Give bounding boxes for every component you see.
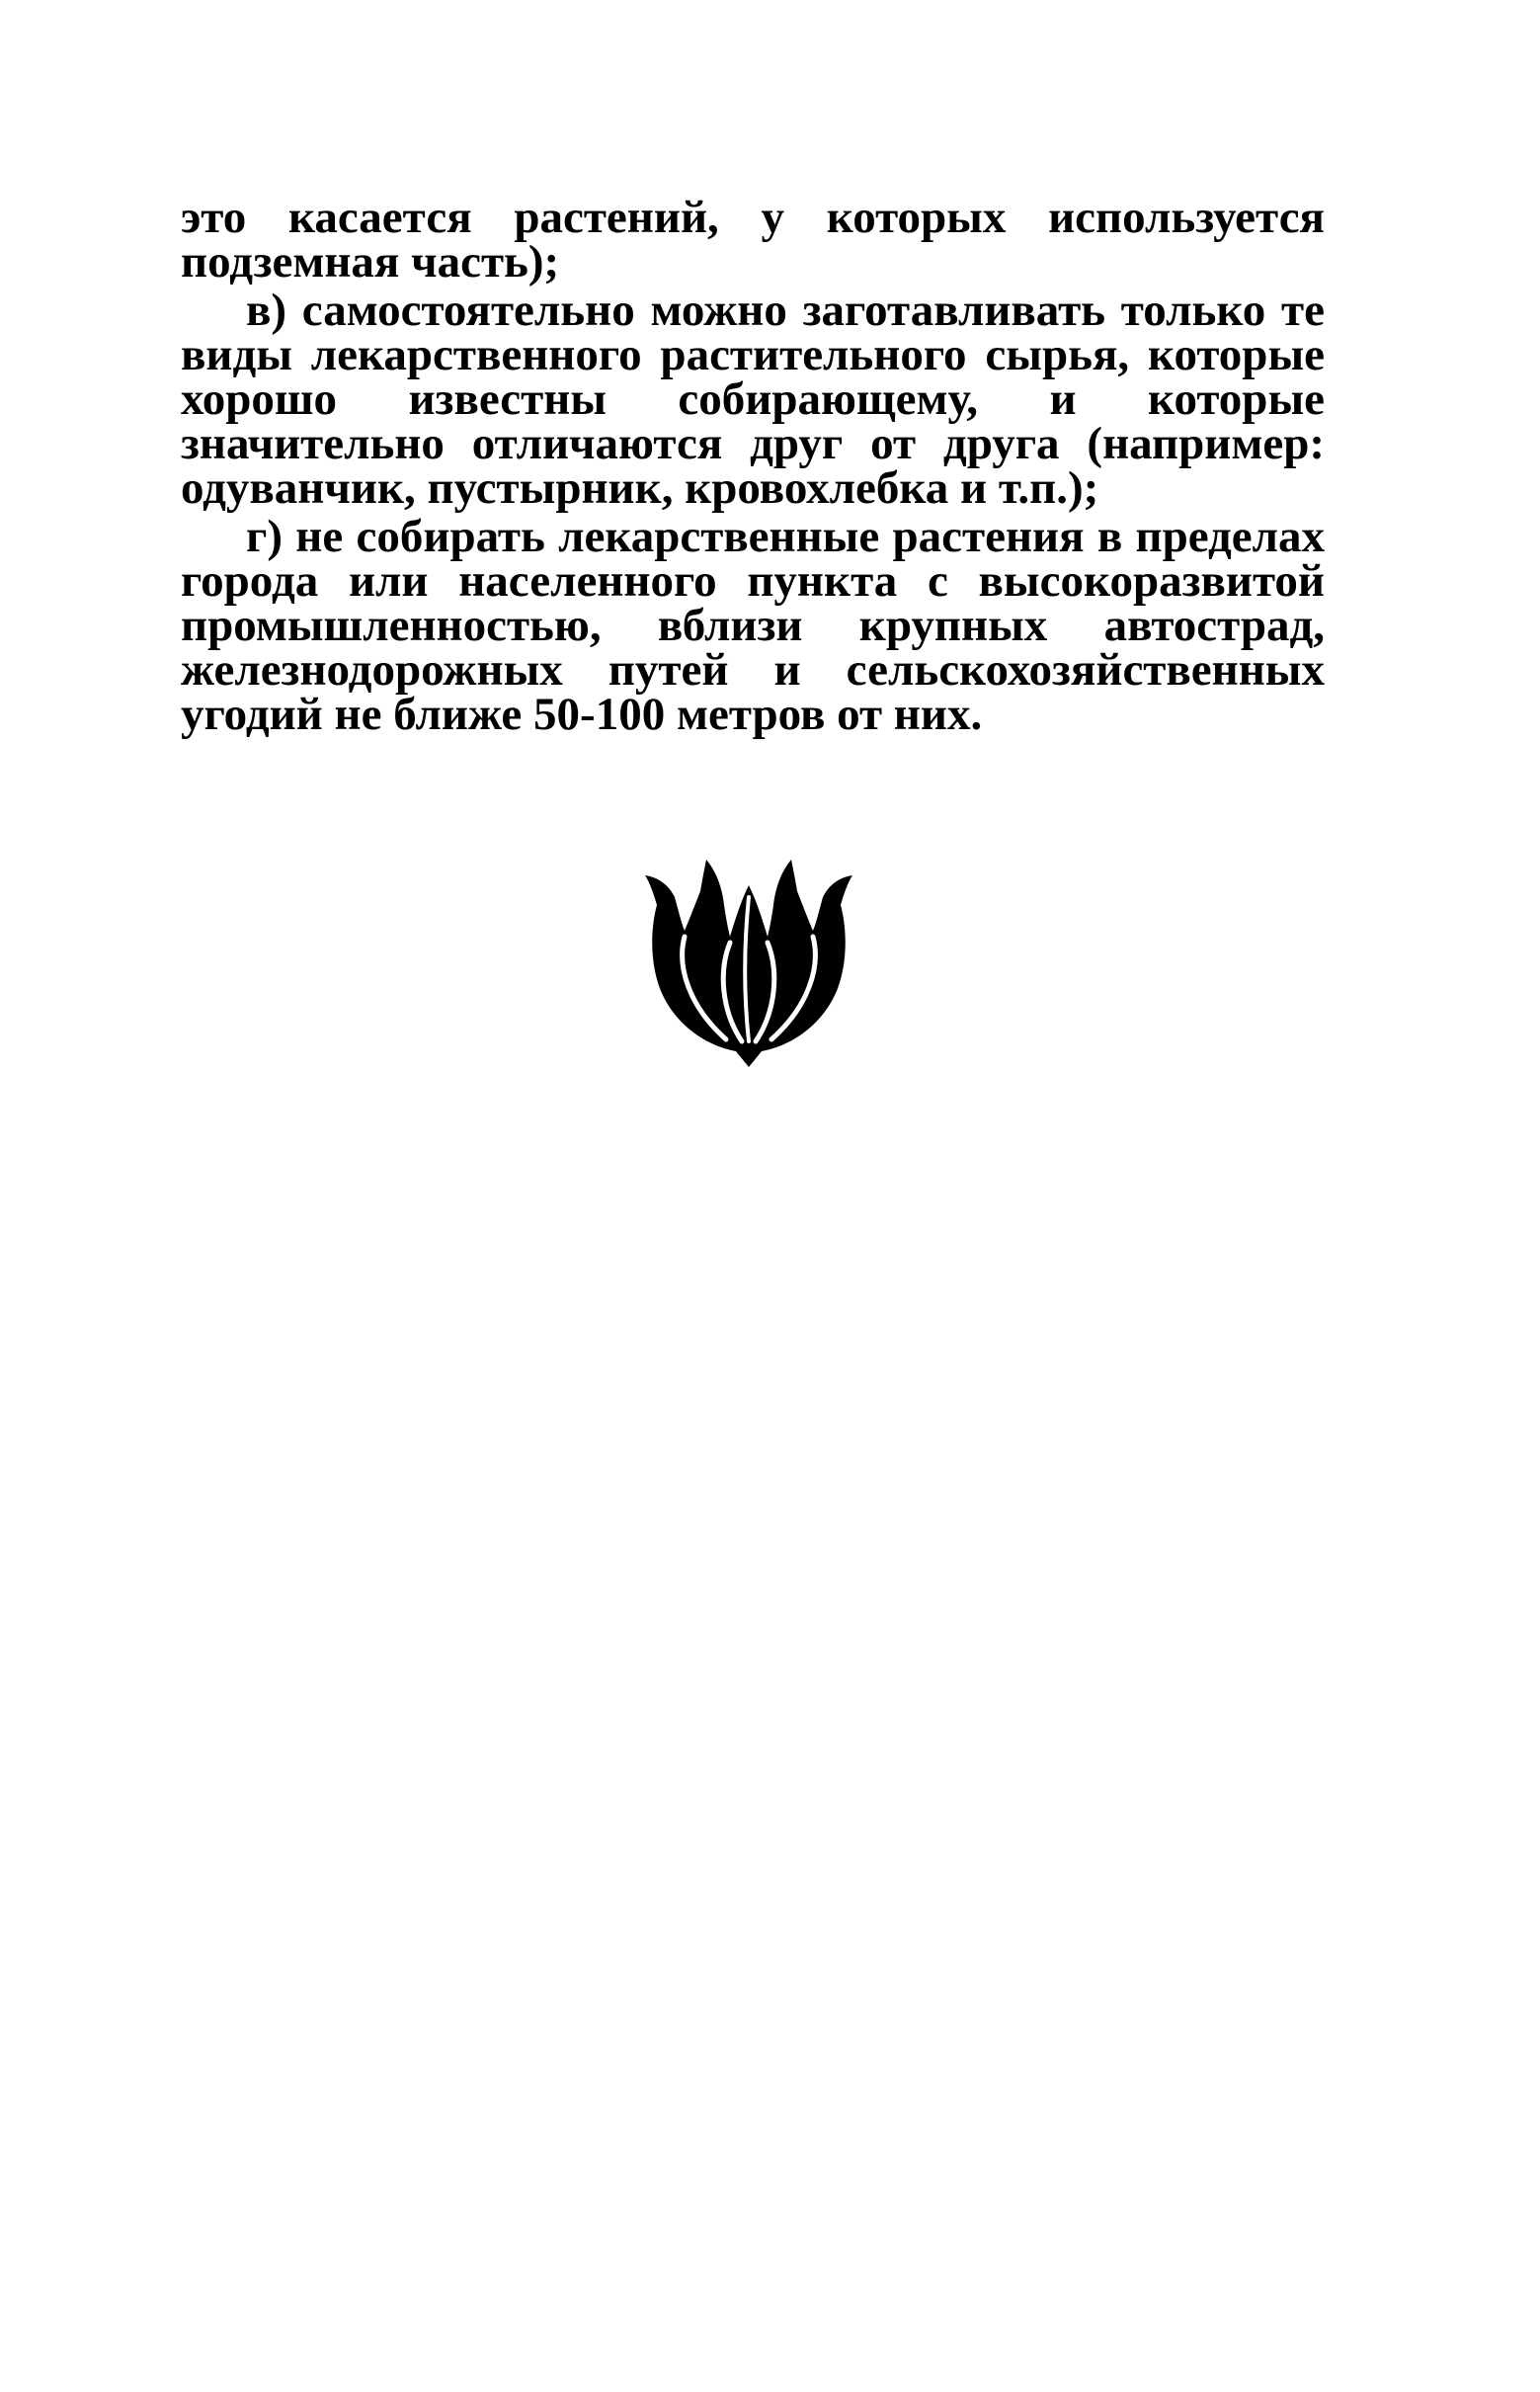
- tulip-flower-icon: [645, 858, 852, 1067]
- body-text: [181, 192, 1325, 740]
- paragraph-item-g: г) не собирать лекарственные растения в пределах города или населенного пункта с высокоразвитой промышленностью, вблизи крупных автострад, железнодорожных путей и сельскохозяйственных угодий не ближе 50-100 метров от них.: [181, 511, 1325, 740]
- paragraph-continuation: это касается растений, у которых используется подземная часть);: [181, 192, 1325, 288]
- paragraph-item-v: в) самостоятельно можно заготавливать только те виды лекарственного растительного сырья, которые хорошо известны собирающему, и которые значительно отличаются друг от друга (например: одуванчик, пустырник, кровохлебка и т.п.);: [181, 285, 1325, 514]
